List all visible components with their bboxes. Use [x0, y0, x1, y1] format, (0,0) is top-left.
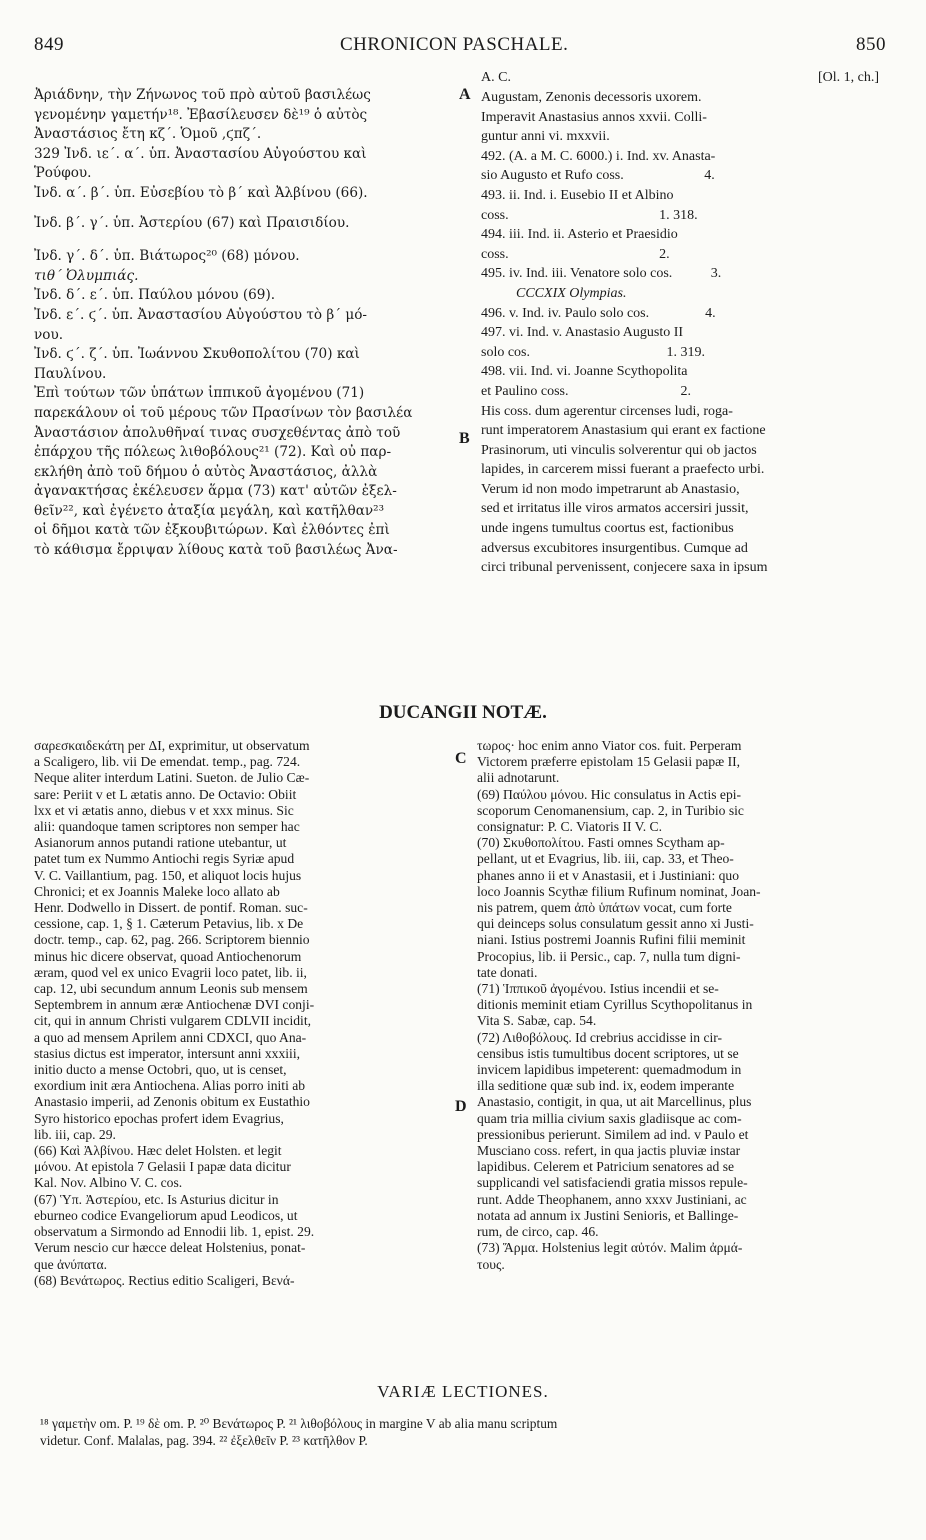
text-line: Augustam, Zenonis decessoris uxorem.	[481, 90, 702, 105]
text-line: 494. iii. Ind. ii. Asterio et Praesidio	[481, 227, 678, 243]
note-line: cessione, cap. 1, § 1. Cæterum Petavius, lib. x De	[34, 916, 304, 932]
notes-right-column	[477, 738, 897, 1273]
page-number-left: 849	[34, 34, 64, 55]
text-line: His coss. dum agerentur circenses ludi, roga-	[481, 403, 733, 419]
note-line: observatum a Sirmondo ad Ennodii lib. 1, epist. 29.	[34, 1224, 315, 1240]
note-line: initio ducto a mense Octobri, quo, ut is censet,	[34, 1062, 287, 1078]
note-line: tate donati.	[477, 964, 538, 980]
text-line: 496. v. Ind. iv. Paulo solo cos. 4.	[481, 305, 716, 321]
note-line: lxx et vi ætatis anno, diebus v et xxx minus. Sic	[34, 802, 294, 818]
note-line: pellant, ut et Evagrius, lib. iii, cap. 33, et Theo-	[477, 851, 734, 867]
note-line: lapidibus. Celerem et Patricium senatores ad se	[477, 1159, 735, 1175]
note-line: (68) Βενάτωρος. Rectius editio Scaligeri, Βενά-	[34, 1272, 295, 1288]
note-line: scoporum Cenomanensium, cap. 2, in Turibio sic	[477, 802, 744, 818]
note-line: τωρος· hoc enim anno Viator cos. fuit. Perperam	[477, 738, 742, 753]
note-line: Anastasio, contigit, in qua, ut ait Marcellinus, plus	[477, 1094, 752, 1110]
note-line: ditionis meminit etiam Cyrillus Scythopolitanus in	[477, 997, 753, 1013]
text-line: εκλήθη ἀπὸ τοῦ δήμου ὁ αὐτὸς Ἀναστάσιος, ἀλλὰ	[34, 463, 378, 480]
note-line: loco Joannis Scythæ filium Rufinum nominat, Joan-	[477, 883, 761, 899]
margin-letter-d: D	[455, 1098, 467, 1115]
note-line: Asianorum annos putandi ratione utebantur, ut	[34, 835, 287, 851]
note-line: consignatur: P. C. Viatoris II V. C.	[477, 819, 662, 835]
note-line: alii: quandoque tamen scriptores non semper hac	[34, 819, 300, 835]
note-line: cit, qui in annum Christi vulgarem CDLVII incidit,	[34, 1013, 312, 1029]
note-line: (66) Καὶ Ἀλβίνου. Hæc delet Holsten. et legit	[34, 1143, 282, 1159]
text-line: ἀγανακτήσας ἐκέλευσεν ἅρμα (73) κατ' αὐτῶν ἐξελ-	[34, 483, 397, 500]
note-line: invicem lapidibus impeterent: quemadmodum in	[477, 1062, 742, 1078]
page-number-right: 850	[856, 34, 886, 55]
margin-letter-c: C	[455, 750, 467, 767]
text-line: sio Augusto et Rufo coss. 4.	[481, 168, 715, 184]
note-line: que ἀνύπατα.	[34, 1256, 107, 1272]
note-line: Syro historico epochas profert idem Evagrius,	[34, 1110, 284, 1126]
note-line: Verum nescio cur hæcce deleat Holstenius, ponat-	[34, 1240, 306, 1256]
text-line: guntur anni vi. mxxvii.	[481, 129, 610, 145]
text-line: 498. vii. Ind. vi. Joanne Scythopolita	[481, 364, 688, 380]
note-line: Kal. Nov. Albino V. C. cos.	[34, 1175, 183, 1191]
note-line: a quo ad mensem Aprilem anni CDXCI, quo Ana-	[34, 1029, 307, 1045]
text-line	[34, 233, 454, 247]
text-line: Ἰνδ. δ΄. ε΄. ὑπ. Παύλου μόνου (69).	[34, 287, 276, 304]
note-line: alii adnotarunt.	[477, 770, 560, 786]
text-line: οἱ δῆμοι κατὰ τῶν ἐξκουβιτώρων. Καὶ ἐλθόντες ἐπὶ	[34, 522, 390, 539]
text-line: 495. iv. Ind. iii. Venatore solo cos. 3.	[481, 266, 722, 282]
note-line: nis patrem, quem ἀπὸ ὑπάτων vocat, cum forte	[477, 900, 732, 916]
text-line: Prasinorum, uti vinculis solverentur qui ob jactos	[481, 442, 757, 458]
note-line: Chronici; et ex Joannis Maleke loco allato ab	[34, 883, 280, 899]
text-line: Παυλίνου.	[34, 365, 107, 382]
note-line: niani. Istius postremi Joannis Rufini filii meminit	[477, 932, 746, 948]
notes-heading: DUCANGII NOTÆ.	[379, 702, 547, 723]
margin-letter-b: B	[459, 430, 470, 447]
note-line: pressionibus perierunt. Similem ad ind. v Paulo et	[477, 1126, 749, 1142]
margin-letter-a: A	[459, 86, 471, 103]
note-line: notata ad annum ix Justini Senioris, et Ballinge-	[477, 1207, 739, 1223]
text-line: τιθ΄ Ὀλυμπιάς.	[34, 267, 139, 284]
note-line: (70) Σκυθοπολίτου. Fasti omnes Scytham ap-	[477, 835, 725, 851]
note-line: illa seditione quæ sub ind. ix, eodem imperante	[477, 1078, 735, 1094]
text-line: ἐπάρχου τῆς πόλεως λιθοβόλους²¹ (72). Καὶ οὐ παρ-	[34, 444, 392, 461]
note-line: Procopius, lib. ii Persic., cap. 7, nulla tum digni-	[477, 948, 741, 964]
note-line: a Scaligero, lib. vii De emendat. temp., pag. 724.	[34, 754, 301, 770]
text-line: Ἰνδ. α΄. β΄. ὑπ. Εὐσεβίου τὸ β΄ καὶ Ἀλβίνου (66).	[34, 184, 368, 201]
note-line: μόνου. At epistola 7 Gelasii I papæ data dicitur	[34, 1159, 291, 1175]
note-line: patet tum ex Nummo Antiochi regis Syriæ apud	[34, 851, 295, 867]
text-line: 492. (A. a M. C. 6000.) i. Ind. xv. Anasta-	[481, 148, 716, 164]
note-line: Victorem præferre epistolam 15 Gelasii papæ II,	[477, 754, 741, 770]
greek-text-column	[34, 86, 454, 561]
text-line: solo cos. 1. 319.	[481, 344, 705, 360]
text-line: circi tribunal pervenissent, conjecere saxa in ipsum	[481, 560, 768, 576]
note-line: cap. 12, ubi secundum annum Leonis sub mensem	[34, 981, 308, 997]
text-line: Ἀριάδνην, τὴν Ζήνωνος τοῦ πρὸ αὐτοῦ βασιλέως	[34, 87, 371, 103]
text-line: unde ingens tumultus coortus est, factionibus	[481, 521, 734, 537]
text-line	[34, 204, 454, 214]
page-title: CHRONICON PASCHALE.	[340, 34, 569, 55]
note-line: censibus istis tumultibus docent scriptores, ut se	[477, 1045, 739, 1061]
text-line: coss. 1. 318.	[481, 207, 698, 223]
text-line: Ἰνδ. ε΄. ϛ΄. ὑπ. Ἀναστασίου Αὐγούστου τὸ β΄ μό-	[34, 306, 368, 323]
text-line: Ἀναστάσιον ἀπολυθῆναί τινας συσχεθέντας ἀπὸ τοῦ	[34, 424, 401, 441]
note-line: Septembrem in annum æræ Antiochenæ DVI conji-	[34, 997, 315, 1013]
text-line: Verum id non modo impetrarunt ab Anastasio,	[481, 481, 740, 497]
variae-heading: VARIÆ LECTIONES.	[377, 1382, 549, 1401]
note-line: Anastasio imperii, ad Zenonis obitum ex Eustathio	[34, 1094, 310, 1110]
latin-column-header-left: A. C.	[481, 70, 511, 85]
note-line: eburneo codice Evangeliorum apud Leodicos, ut	[34, 1207, 298, 1223]
text-line: γενομένην γαμετήν¹⁸. Ἐβασίλευσεν δὲ¹⁹ ὁ αὐτὸς	[34, 106, 368, 123]
text-line: runt imperatorem Anastasium qui erant ex factione	[481, 423, 766, 439]
note-line: τους.	[477, 1256, 505, 1272]
text-line: adversus excubitores insurgentibus. Cumque ad	[481, 540, 748, 556]
text-line: Ῥούφου.	[34, 165, 92, 182]
text-line: coss. 2.	[481, 246, 670, 262]
text-line: τὸ κάθισμα ἔρριψαν λίθους κατὰ τοῦ βασιλέως Ἀνα-	[34, 542, 398, 559]
note-line: Vita S. Sabæ, cap. 54.	[477, 1013, 597, 1029]
text-line: νου.	[34, 326, 64, 343]
note-line: minus hic dicere observat, quoad Antiochenorum	[34, 948, 302, 964]
latin-column-header-right: [Ol. 1, ch.]	[818, 70, 880, 85]
note-line: runt. Adde Theophanem, anno xxxv Justiniani, ac	[477, 1191, 747, 1207]
text-line: 329 Ἰνδ. ιε΄. α΄. ὑπ. Ἀναστασίου Αὐγούστου καὶ	[34, 145, 367, 162]
note-line: (73) Ἅρμα. Holstenius legit αὐτόν. Malim ἀρμά-	[477, 1240, 743, 1256]
text-line: Ἐπὶ τούτων τῶν ὑπάτων ἱππικοῦ ἀγομένου (71)	[34, 385, 365, 402]
note-line: phanes anno ii et v Anastasii, et i Justiniani: quo	[477, 867, 740, 883]
note-line: Henr. Dodwello in Dissert. de pontif. Roman. suc-	[34, 900, 308, 916]
note-line: supplicandi vel satisfaciendi gratia missos repule-	[477, 1175, 748, 1191]
text-line: 497. vi. Ind. v. Anastasio Augusto II	[481, 325, 684, 341]
note-line: V. C. Vaillantium, pag. 150, et aliquot locis hujus	[34, 867, 302, 883]
note-line: (69) Παύλου μόνου. Hic consulatus in Actis epi-	[477, 786, 742, 802]
note-line: Neque aliter interdum Latini. Sueton. de Julio Cæ-	[34, 770, 310, 786]
note-line: quam tria millia civium saxis gladiisque ac com-	[477, 1110, 742, 1126]
variae-lines	[40, 1415, 900, 1449]
text-line: Ἰνδ. β΄. γ΄. ὑπ. Ἀστερίου (67) καὶ Πραισιδίου.	[34, 214, 350, 231]
variant-line: ¹⁸ γαμετὴν om. P. ¹⁹ δὲ om. P. ²⁰ Βενάτωρος P. ²¹ λιθοβόλους in margine V ab alia manu scriptum	[40, 1416, 558, 1431]
latin-text-column	[481, 88, 901, 578]
variant-line: videtur. Conf. Malalas, pag. 394. ²² ἐξελθεῖν P. ²³ κατῆλθον P.	[40, 1433, 368, 1448]
note-line: (71) Ἱππικοῦ ἀγομένου. Istius incendii et se-	[477, 981, 719, 997]
text-line: sed et irritatus ille viros armatos accersiri jussit,	[481, 501, 749, 517]
note-line: æram, quod vel ex unico Evagrii loco patet, lib. ii,	[34, 964, 307, 980]
note-line: Musciano coss. refert, in qua jactis pluviæ instar	[477, 1143, 741, 1159]
text-line: et Paulino coss. 2.	[481, 383, 691, 399]
note-line: sare: Periit v et L ætatis anno. De Octavio: Obiit	[34, 786, 297, 802]
text-line: Ἀναστάσιος ἔτη κζ΄. Ὁμοῦ ,ϛπζ΄.	[34, 126, 262, 143]
note-line: stasius dictus est imperator, intersunt anni xxxiii,	[34, 1045, 301, 1061]
text-line: lapides, in carcerem missi fuerant a praefecto urbi.	[481, 462, 765, 478]
text-line: Imperavit Anastasius annos xxvii. Colli-	[481, 109, 707, 125]
text-line: Ἰνδ. γ΄. δ΄. ὑπ. Βιάτωρος²⁰ (68) μόνου.	[34, 248, 300, 265]
text-line: 493. ii. Ind. i. Eusebio II et Albino	[481, 187, 674, 203]
note-line: exordium init æra Antiochena. Alias porro initi ab	[34, 1078, 306, 1094]
note-line: σαρεσκαιδεκάτη per ΔI, exprimitur, ut observatum	[34, 738, 310, 753]
note-line: lib. iii, cap. 29.	[34, 1126, 116, 1142]
note-line: (67) Ὑπ. Ἀστερίου, etc. Is Asturius dicitur in	[34, 1191, 279, 1207]
note-line: rum, de circo, cap. 46.	[477, 1224, 599, 1240]
text-line: θεῖν²², καὶ ἐγένετο ἀταξία μεγάλη, καὶ κατῆλθαν²³	[34, 502, 385, 519]
notes-left-column	[34, 738, 452, 1289]
note-line: doctr. temp., cap. 62, pag. 266. Scriptorem biennio	[34, 932, 310, 948]
text-line: CCCXIX Olympias.	[481, 285, 627, 301]
note-line: qui deinceps solus consulatum gessit anno xi Justi-	[477, 916, 754, 932]
text-line: παρεκάλουν οἱ τοῦ μέρους τῶν Πρασίνων τὸν βασιλέα	[34, 404, 413, 421]
text-line: Ἰνδ. ϛ΄. ζ΄. ὑπ. Ἰωάννου Σκυθοπολίτου (70) καὶ	[34, 346, 360, 363]
note-line: (72) Λιθοβόλους. Id crebrius accidisse in cir-	[477, 1029, 723, 1045]
